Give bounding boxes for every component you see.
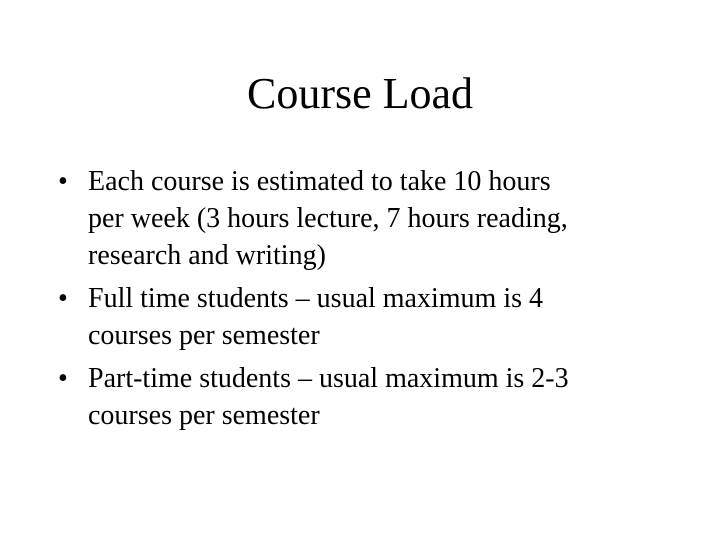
bullet-icon: •	[58, 166, 68, 197]
bullet-icon: •	[58, 283, 68, 314]
bullet-icon: •	[58, 363, 68, 394]
bullet-text-line: courses per semester	[88, 320, 320, 351]
bullet-text-line: Part-time students – usual maximum is 2-3	[88, 363, 569, 394]
bullet-item	[58, 280, 668, 354]
bullet-item	[58, 163, 668, 274]
bullet-list	[58, 163, 668, 440]
bullet-item	[58, 360, 668, 434]
bullet-text-line: per week (3 hours lecture, 7 hours reading,	[88, 203, 568, 234]
bullet-text-line: research and writing)	[88, 240, 326, 271]
bullet-text-line: Each course is estimated to take 10 hours	[88, 166, 551, 197]
slide-title: Course Load	[246, 69, 474, 118]
bullet-text-line: Full time students – usual maximum is 4	[88, 283, 543, 314]
bullet-text-line: courses per semester	[88, 400, 320, 431]
